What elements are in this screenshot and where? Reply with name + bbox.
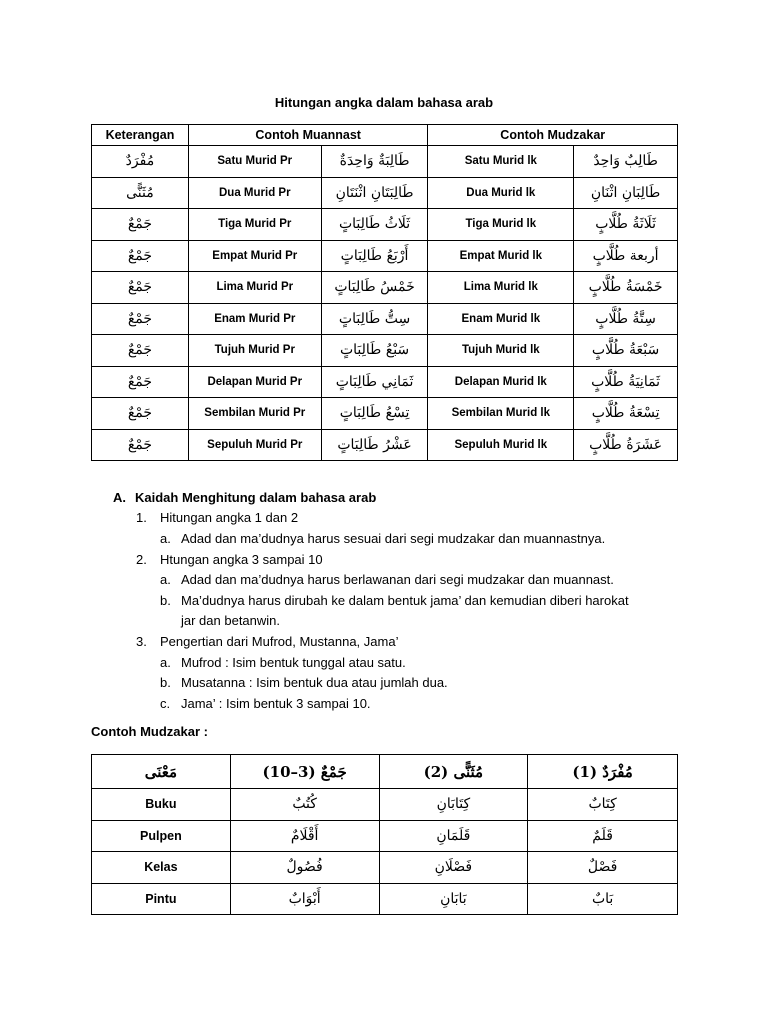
list-text: Hitungan angka 1 dan 2 [160,510,299,525]
jama-cell: فُصُولٌ [230,852,379,884]
section-title: Kaidah Menghitung dalam bahasa arab [135,490,377,505]
muannast-arabic-cell: عَشْرُ طَالِبَاتٍ [321,429,428,461]
list-number: 3. [136,634,147,649]
mudzakar-indonesian-cell: Enam Murid lk [428,303,574,335]
mudzakar-indonesian-cell: Lima Murid lk [428,272,574,304]
mudzakar-arabic-cell: ثَلَاثَةُ طُلَّابٍ [574,209,678,241]
table-row [92,883,678,915]
muannast-arabic-cell: خَمْسُ طَالِبَاتٍ [321,272,428,304]
mudzakar-arabic-cell: ثَمَانِيَةُ طُلَّابٍ [574,366,678,398]
mudzakar-indonesian-cell: Satu Murid lk [428,146,574,178]
header-makna: مَعْنَى [92,755,231,789]
muannast-indonesian-cell: Sembilan Murid Pr [188,398,321,430]
makna-cell: Pintu [92,883,231,915]
muannast-indonesian-cell: Tujuh Murid Pr [188,335,321,367]
table-row [92,303,678,335]
mudzakar-arabic-cell: طَالِبَانِ اثْنَانِ [574,177,678,209]
section-label: A. [113,490,126,505]
keterangan-cell: مُفْرَدٌ [92,146,189,178]
muannast-arabic-cell: طَالِبَةٌ وَاحِدَةٌ [321,146,428,178]
keterangan-cell: جَمْعٌ [92,240,189,272]
mudzakar-arabic-cell: تِسْعَةُ طُلَّابٍ [574,398,678,430]
table-row [92,146,678,178]
muannast-arabic-cell: سَبْعُ طَالِبَاتٍ [321,335,428,367]
muannast-arabic-cell: تِسْعُ طَالِبَاتٍ [321,398,428,430]
muannast-arabic-cell: أَرْبَعُ طَالِبَاتٍ [321,240,428,272]
sub-list-text: jar dan betanwin. [181,613,281,628]
mudzakar-arabic-cell: عَشَرَةُ طُلَّابٍ [574,429,678,461]
sub-list-text: Musatanna : Isim bentuk dua atau jumlah dua. [181,675,448,690]
muannast-arabic-cell: طَالِبَتَانِ اثْنَتَانِ [321,177,428,209]
table-row [92,789,678,821]
mufrod-cell: كِتَابٌ [528,789,678,821]
table-row [92,272,678,304]
keterangan-cell: جَمْعٌ [92,398,189,430]
sub-list-text: Mufrod : Isim bentuk tunggal atau satu. [181,655,406,670]
mudzakar-arabic-cell: سِتَّةُ طُلَّابٍ [574,303,678,335]
sub-list-letter: a. [160,655,171,670]
header-muannast: Contoh Muannast [188,125,428,146]
number-counting-table [91,124,678,461]
muannast-indonesian-cell: Enam Murid Pr [188,303,321,335]
muannast-indonesian-cell: Tiga Murid Pr [188,209,321,241]
section-heading [113,488,376,509]
muannast-indonesian-cell: Lima Murid Pr [188,272,321,304]
keterangan-cell: جَمْعٌ [92,335,189,367]
keterangan-cell: جَمْعٌ [92,272,189,304]
table-row [92,209,678,241]
header-jama: جَمْعٌ (3–10) [230,755,379,789]
keterangan-cell: جَمْعٌ [92,209,189,241]
sub-list-letter: b. [160,593,171,608]
mutsanna-cell: كِتَابَانِ [379,789,528,821]
jama-cell: أَبْوَابٌ [230,883,379,915]
header-mutsanna: مُثَنًّى (2) [379,755,528,789]
mufrod-cell: بَابٌ [528,883,678,915]
mudzakar-arabic-cell: خَمْسَةُ طُلَّابٍ [574,272,678,304]
mutsanna-cell: قَلَمَانِ [379,820,528,852]
muannast-indonesian-cell: Sepuluh Murid Pr [188,429,321,461]
keterangan-cell: جَمْعٌ [92,303,189,335]
jama-cell: كُتُبٌ [230,789,379,821]
list-text: Pengertian dari Mufrod, Mustanna, Jama’ [160,634,399,649]
mudzakar-indonesian-cell: Sepuluh Murid lk [428,429,574,461]
sub-list-text: Ma’dudnya harus dirubah ke dalam bentuk jama’ dan kemudian diberi harokat [181,593,629,608]
sub-list-text: Jama’ : Isim bentuk 3 sampai 10. [181,696,371,711]
table-row [92,398,678,430]
muannast-indonesian-cell: Satu Murid Pr [188,146,321,178]
table-row [92,429,678,461]
sub-list-text: Adad dan ma’dudnya harus berlawanan dari segi mudzakar dan muannast. [181,572,614,587]
table-row [92,177,678,209]
table-row [92,820,678,852]
keterangan-cell: جَمْعٌ [92,429,189,461]
table-row [92,240,678,272]
mudzakar-arabic-cell: طَالِبٌ وَاحِدٌ [574,146,678,178]
sub-list-letter: b. [160,675,171,690]
mudzakar-indonesian-cell: Tiga Murid lk [428,209,574,241]
mudzakar-indonesian-cell: Tujuh Murid lk [428,335,574,367]
page-title: Hitungan angka dalam bahasa arab [274,95,494,110]
mudzakar-arabic-cell: أربعة طُلَّابٍ [574,240,678,272]
list-number: 1. [136,510,147,525]
table-row [92,335,678,367]
mudzakar-indonesian-cell: Delapan Murid lk [428,366,574,398]
sub-list-letter: a. [160,572,171,587]
list-number: 2. [136,552,147,567]
sub-list-letter: a. [160,531,171,546]
jama-cell: أَقْلَامٌ [230,820,379,852]
mudzakar-arabic-cell: سَبْعَةُ طُلَّابٍ [574,335,678,367]
list-text: Htungan angka 3 sampai 10 [160,552,323,567]
mudzakar-indonesian-cell: Sembilan Murid lk [428,398,574,430]
mutsanna-cell: بَابَانِ [379,883,528,915]
mufrod-cell: قَلَمٌ [528,820,678,852]
muannast-indonesian-cell: Empat Murid Pr [188,240,321,272]
mudzakar-example-table [91,754,678,915]
mutsanna-cell: فَصْلَانِ [379,852,528,884]
table-row [92,852,678,884]
muannast-indonesian-cell: Delapan Murid Pr [188,366,321,398]
header-mufrod: مُفْرَدٌ (1) [528,755,678,789]
table-row [92,366,678,398]
muannast-arabic-cell: ثَمَانِي طَالِبَاتٍ [321,366,428,398]
header-keterangan: Keterangan [92,125,189,146]
contoh-mudzakar-label: Contoh Mudzakar : [91,724,208,739]
mufrod-cell: فَصْلٌ [528,852,678,884]
muannast-indonesian-cell: Dua Murid Pr [188,177,321,209]
muannast-arabic-cell: سِتُّ طَالِبَاتٍ [321,303,428,335]
keterangan-cell: مُثَنًّى [92,177,189,209]
makna-cell: Buku [92,789,231,821]
muannast-arabic-cell: ثَلَاثُ طَالِبَاتٍ [321,209,428,241]
makna-cell: Kelas [92,852,231,884]
header-mudzakar: Contoh Mudzakar [428,125,678,146]
mudzakar-indonesian-cell: Dua Murid lk [428,177,574,209]
mudzakar-indonesian-cell: Empat Murid lk [428,240,574,272]
keterangan-cell: جَمْعٌ [92,366,189,398]
sub-list-text: Adad dan ma’dudnya harus sesuai dari segi mudzakar dan muannastnya. [181,531,606,546]
sub-list-letter: c. [160,696,171,711]
makna-cell: Pulpen [92,820,231,852]
